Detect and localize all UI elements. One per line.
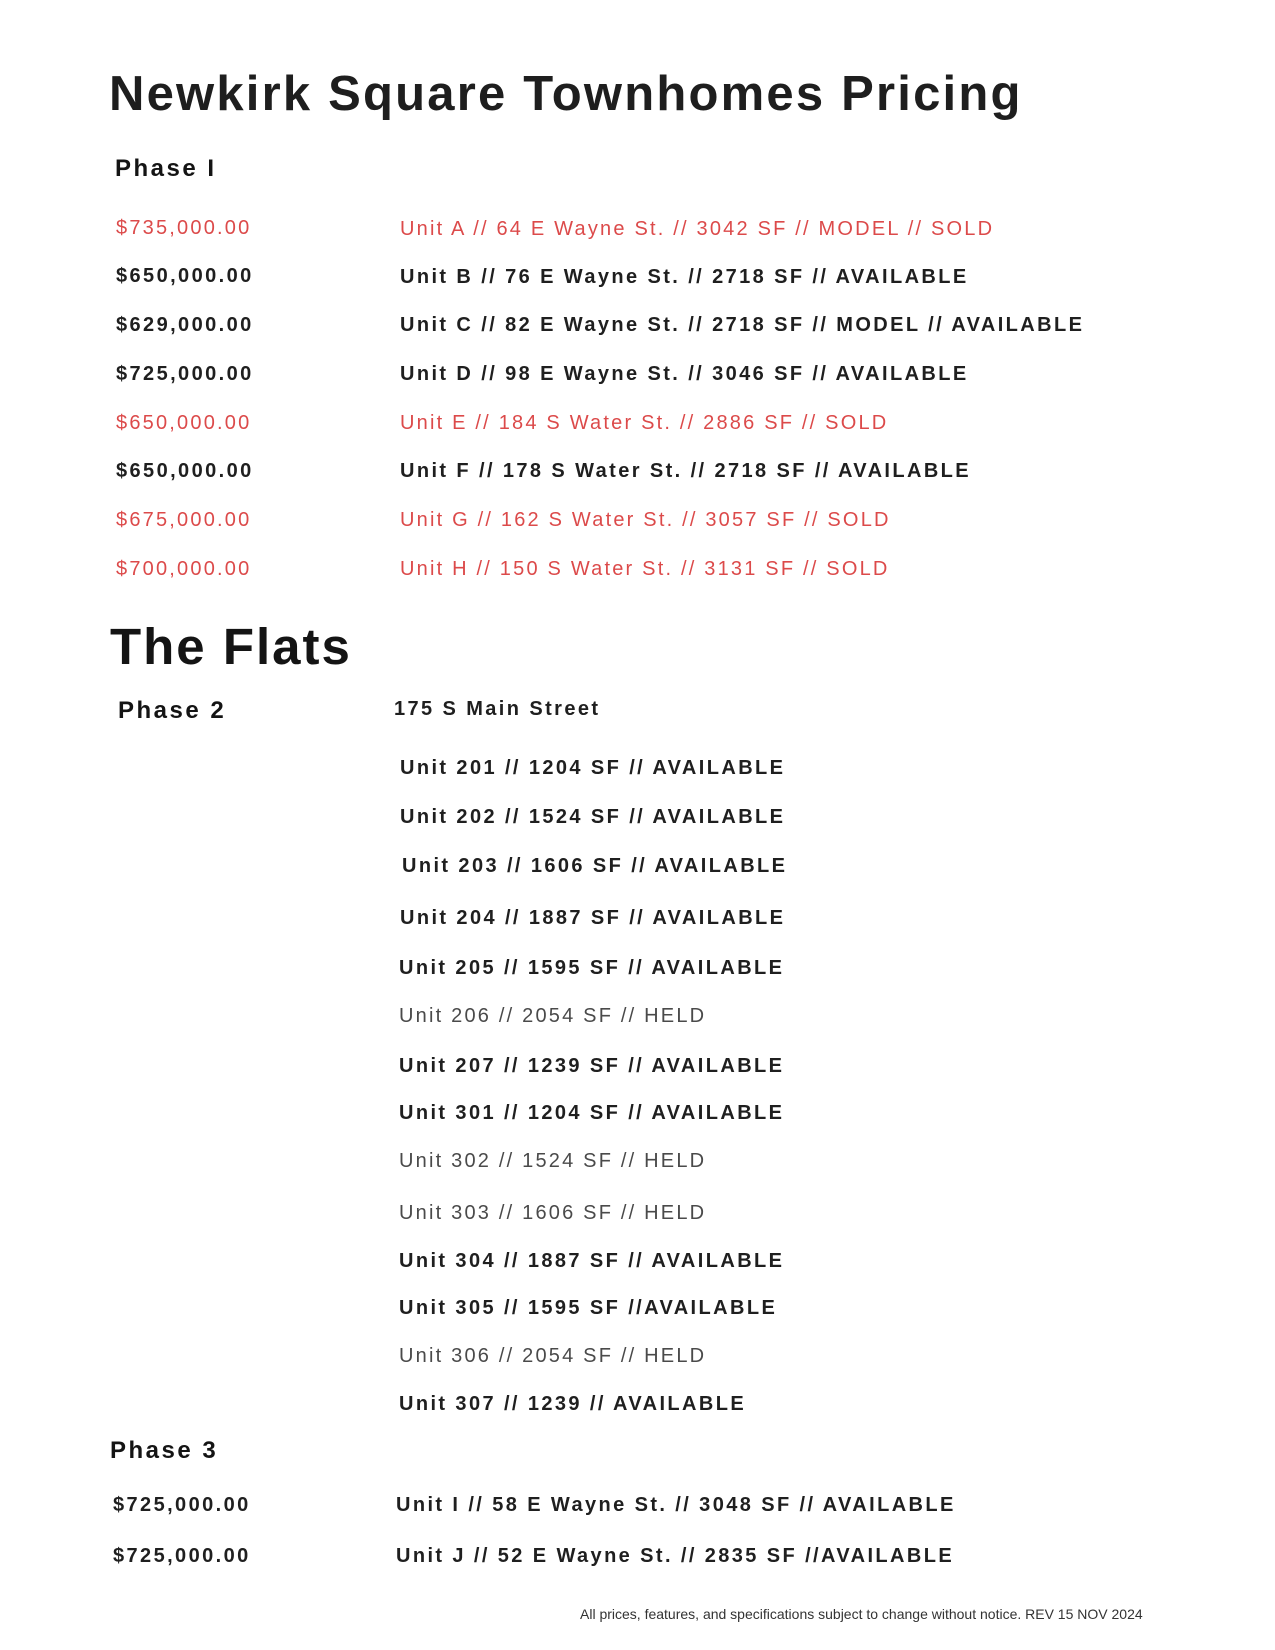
price-unit-g: $675,000.00 bbox=[116, 509, 252, 531]
flat-unit-202: Unit 202 // 1524 SF // AVAILABLE bbox=[400, 806, 786, 828]
page-title: Newkirk Square Townhomes Pricing bbox=[109, 67, 1023, 121]
flat-unit-307: Unit 307 // 1239 // AVAILABLE bbox=[399, 1393, 747, 1415]
phase-1-heading: Phase I bbox=[115, 155, 217, 182]
flat-unit-302: Unit 302 // 1524 SF // HELD bbox=[399, 1150, 707, 1172]
phase-2-heading: Phase 2 bbox=[118, 697, 227, 724]
desc-unit-i: Unit I // 58 E Wayne St. // 3048 SF // AVAILABLE bbox=[396, 1494, 956, 1516]
price-unit-a: $735,000.00 bbox=[116, 217, 252, 239]
flat-unit-201: Unit 201 // 1204 SF // AVAILABLE bbox=[400, 757, 786, 779]
flat-unit-205: Unit 205 // 1595 SF // AVAILABLE bbox=[399, 957, 785, 979]
desc-unit-c: Unit C // 82 E Wayne St. // 2718 SF // MODEL // AVAILABLE bbox=[400, 314, 1085, 336]
desc-unit-e: Unit E // 184 S Water St. // 2886 SF // SOLD bbox=[400, 412, 889, 434]
flat-unit-306: Unit 306 // 2054 SF // HELD bbox=[399, 1345, 707, 1367]
price-unit-e: $650,000.00 bbox=[116, 412, 252, 434]
flat-unit-304: Unit 304 // 1887 SF // AVAILABLE bbox=[399, 1250, 785, 1272]
price-unit-b: $650,000.00 bbox=[116, 265, 254, 287]
desc-unit-d: Unit D // 98 E Wayne St. // 3046 SF // AVAILABLE bbox=[400, 363, 969, 385]
flats-address: 175 S Main Street bbox=[394, 698, 601, 720]
flat-unit-207: Unit 207 // 1239 SF // AVAILABLE bbox=[399, 1055, 785, 1077]
desc-unit-g: Unit G // 162 S Water St. // 3057 SF // SOLD bbox=[400, 509, 891, 531]
price-unit-h: $700,000.00 bbox=[116, 558, 252, 580]
price-unit-j: $725,000.00 bbox=[113, 1545, 251, 1567]
phase-3-heading: Phase 3 bbox=[110, 1437, 219, 1464]
desc-unit-b: Unit B // 76 E Wayne St. // 2718 SF // AVAILABLE bbox=[400, 266, 969, 288]
flat-unit-203: Unit 203 // 1606 SF // AVAILABLE bbox=[402, 855, 788, 877]
footer-disclaimer: All prices, features, and specifications subject to change without notice. REV 15 NOV 2024 bbox=[580, 1606, 1143, 1622]
flat-unit-303: Unit 303 // 1606 SF // HELD bbox=[399, 1202, 707, 1224]
flat-unit-305: Unit 305 // 1595 SF //AVAILABLE bbox=[399, 1297, 778, 1319]
desc-unit-f: Unit F // 178 S Water St. // 2718 SF // AVAILABLE bbox=[400, 460, 972, 482]
price-unit-i: $725,000.00 bbox=[113, 1494, 251, 1516]
price-unit-c: $629,000.00 bbox=[116, 314, 254, 336]
desc-unit-a: Unit A // 64 E Wayne St. // 3042 SF // MODEL // SOLD bbox=[400, 218, 995, 240]
flat-unit-206: Unit 206 // 2054 SF // HELD bbox=[399, 1005, 707, 1027]
price-unit-f: $650,000.00 bbox=[116, 460, 254, 482]
flat-unit-301: Unit 301 // 1204 SF // AVAILABLE bbox=[399, 1102, 785, 1124]
flat-unit-204: Unit 204 // 1887 SF // AVAILABLE bbox=[400, 907, 786, 929]
flats-heading: The Flats bbox=[110, 618, 352, 675]
desc-unit-h: Unit H // 150 S Water St. // 3131 SF // SOLD bbox=[400, 558, 890, 580]
desc-unit-j: Unit J // 52 E Wayne St. // 2835 SF //AVAILABLE bbox=[396, 1545, 955, 1567]
price-unit-d: $725,000.00 bbox=[116, 363, 254, 385]
